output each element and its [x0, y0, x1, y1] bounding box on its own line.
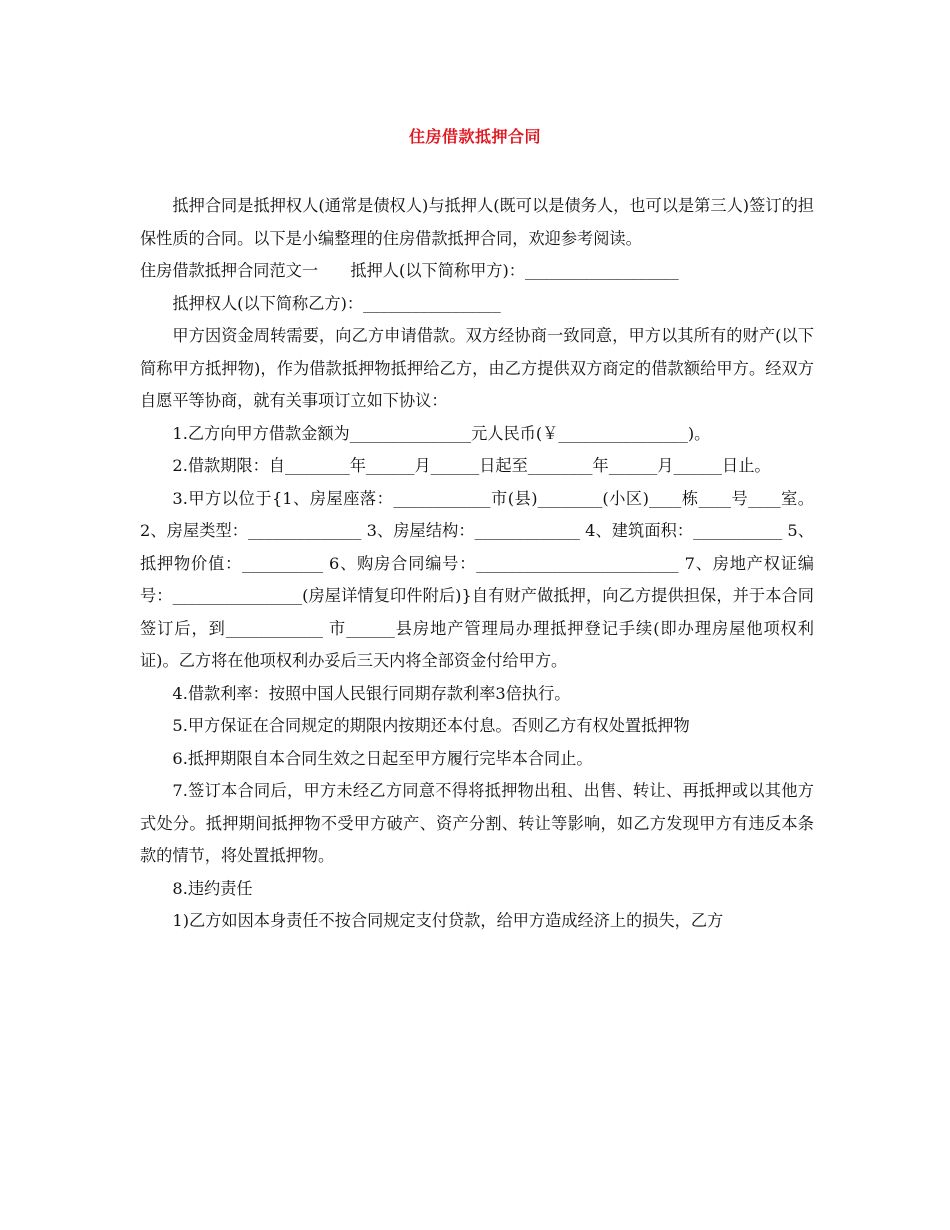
- clause-7-restrictions: 7.签订本合同后，甲方未经乙方同意不得将抵押物出租、出售、转让、再抵押或以其他方式处分。抵押期间抵押物不受甲方破产、资产分割、转让等影响，如乙方发现甲方有违反本条款的情节，将处置抵押物。: [140, 781, 814, 865]
- clause-4-interest: 4.借款利率：按照中国人民银行同期存款利率3倍执行。: [172, 683, 571, 703]
- paragraph-preamble: 甲方因资金周转需要，向乙方申请借款。双方经协商一致同意，甲方以其所有的财产(以下简称甲方抵押物)，作为借款抵押物抵押给乙方，由乙方提供双方商定的借款额给甲方。经双方自愿平等协商，就有关事项订立如下协议：: [140, 326, 814, 410]
- clause-8-liability: 8.违约责任: [172, 878, 253, 898]
- paragraph-sample-heading: 住房借款抵押合同范文一 抵押人(以下简称甲方)：___________________: [140, 261, 679, 280]
- clause-8-1: 1)乙方如因本身责任不按合同规定支付贷款，给甲方造成经济上的损失，乙方: [172, 911, 724, 930]
- paragraph-intro: 抵押合同是抵押权人(通常是债权人)与抵押人(既可以是债务人，也可以是第三人)签订的担保性质的合同。以下是小编整理的住房借款抵押合同，欢迎参考阅读。: [140, 196, 814, 248]
- document-body: [140, 190, 814, 938]
- paragraph-mortgagee: 抵押权人(以下简称乙方)：_________________: [172, 293, 501, 313]
- clause-6-period: 6.抵押期限自本合同生效之日起至甲方履行完毕本合同止。: [172, 748, 593, 768]
- clause-1-amount: 1.乙方向甲方借款金额为_______________元人民币(￥________________)。: [172, 423, 711, 443]
- document-title: 住房借款抵押合同: [408, 127, 541, 146]
- clause-3-collateral: 3.甲方以位于{1、房屋座落：____________市(县)________(小区)____栋____号____室。 2、房屋类型：______________ 3、房屋结构：_____________ 4、建筑面积：___________ 5、抵押物价值：__________ 6、购房合同编号：_________________________ 7、房地产权证编号：________________(房屋详情复印件附后)}自有财产做抵押，向乙方提供担保，并于本合同签订后，到____________ 市______县房地产管理局办理抵押登记手续(即办理房屋他项权利证)。乙方将在他项权利办妥后三天内将全部资金付给甲方。: [140, 488, 814, 670]
- clause-5-repayment: 5.甲方保证在合同规定的期限内按期还本付息。否则乙方有权处置抵押物: [172, 716, 690, 735]
- clause-2-term: 2.借款期限：自________年______月______日起至________年______月______日止。: [172, 456, 771, 475]
